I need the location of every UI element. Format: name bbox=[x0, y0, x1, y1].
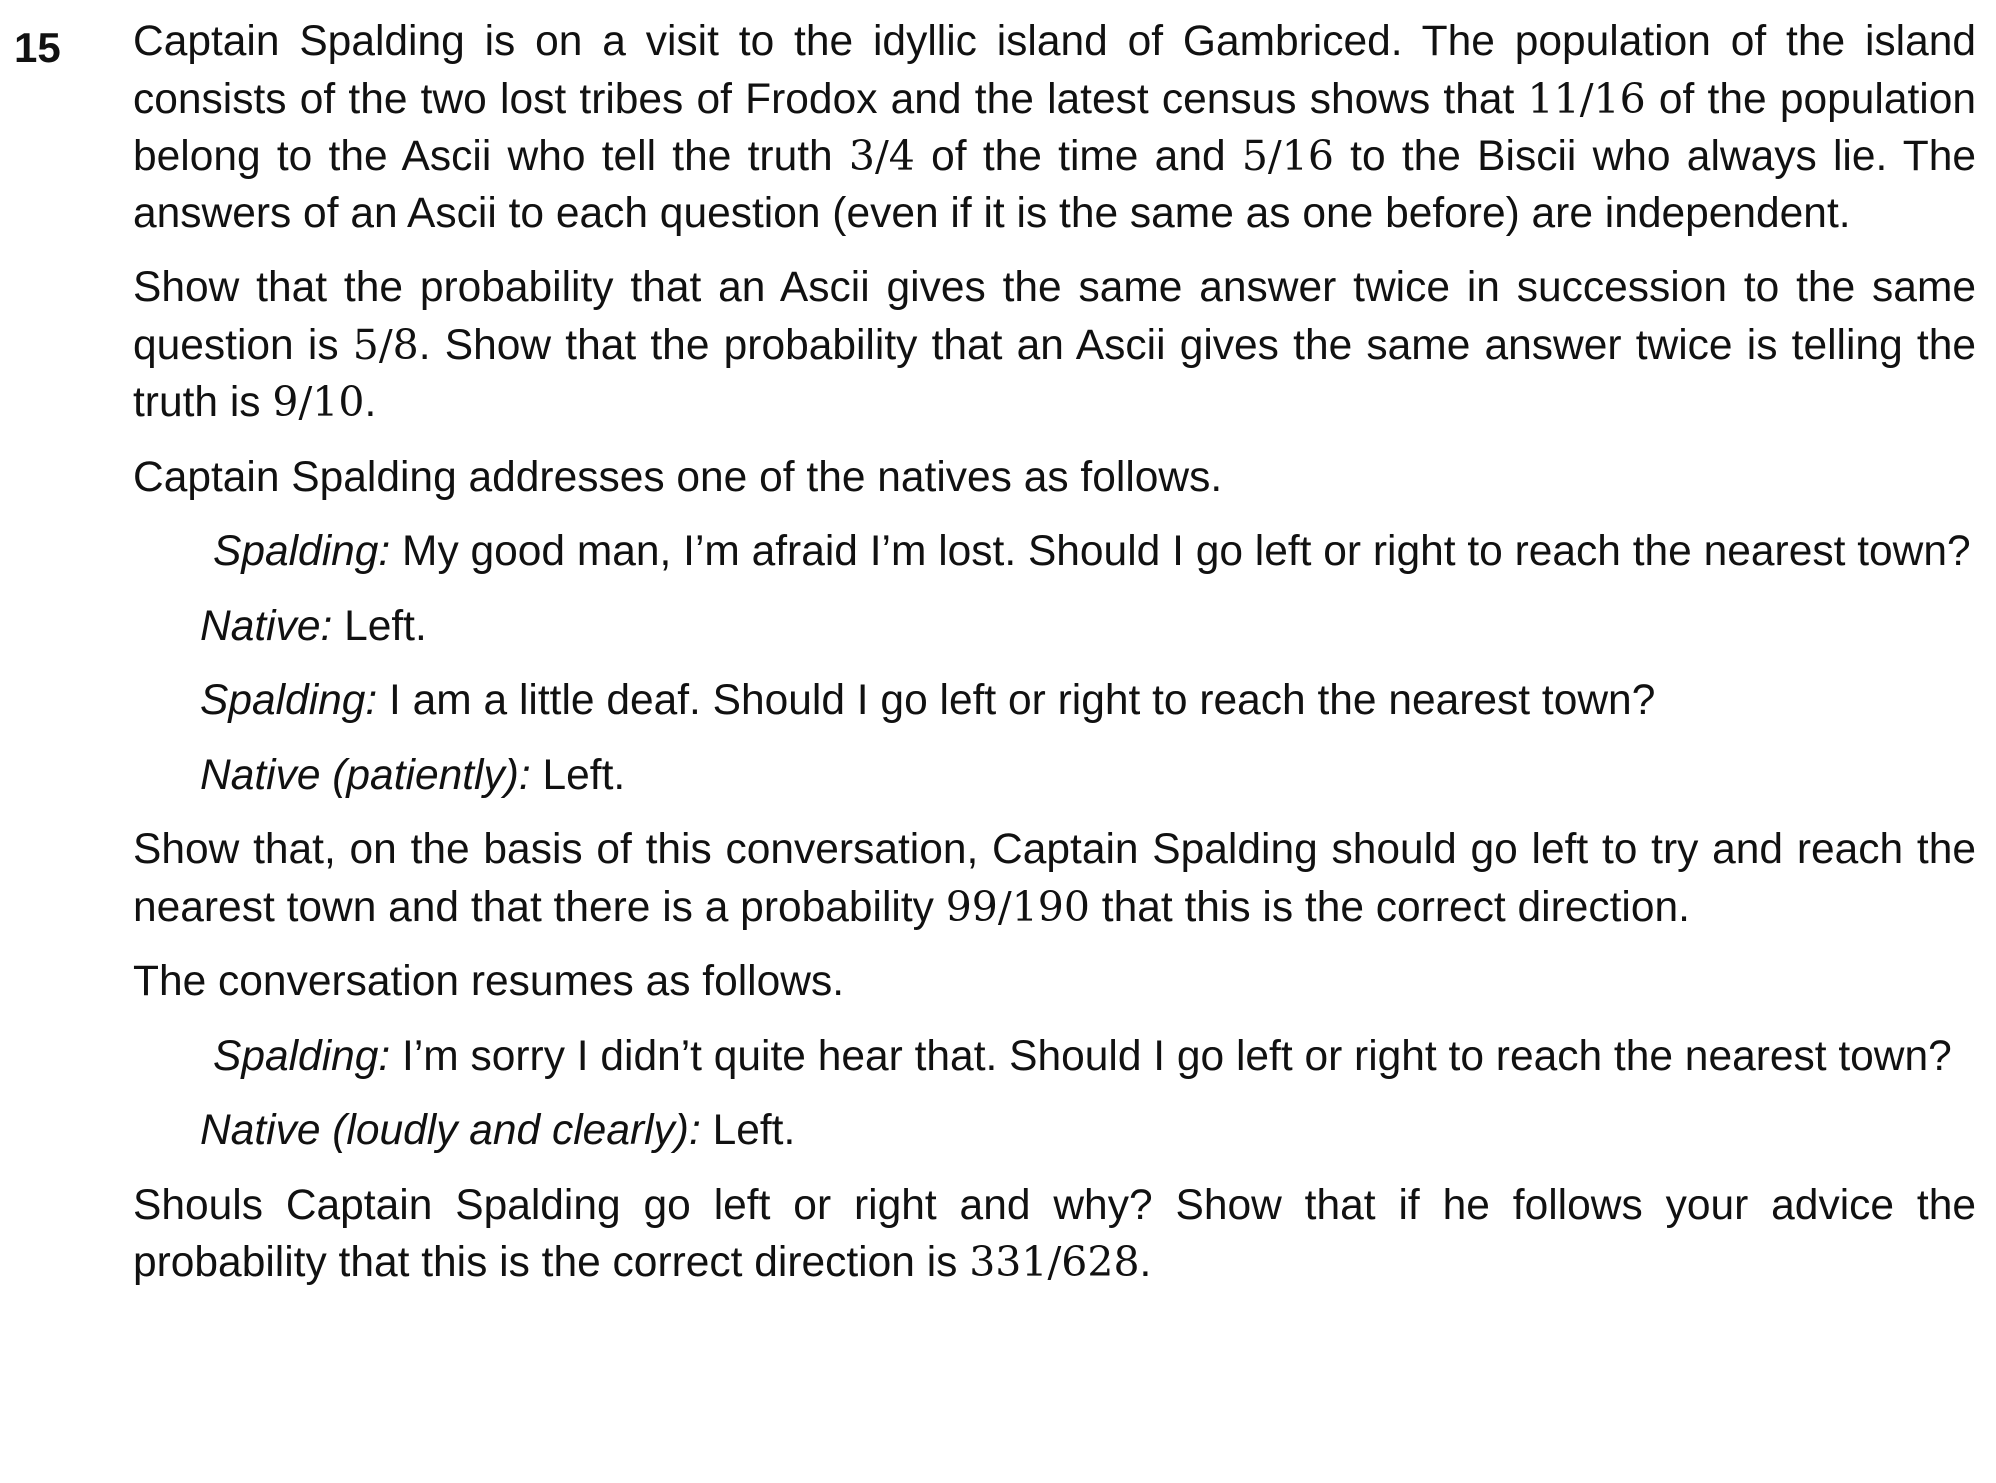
fraction-ascii-share: 11/16 bbox=[1527, 74, 1646, 123]
conversation-resume: The conversation resumes as follows. bbox=[133, 958, 845, 1005]
fraction-truth-given-same: 9/10 bbox=[272, 378, 365, 426]
dialogue-native-1: Native: Left. bbox=[200, 602, 427, 650]
fraction-truth-rate: 3/4 bbox=[848, 132, 915, 180]
speaker-label: Native (patiently): bbox=[200, 751, 531, 799]
dialogue-native-3: Native (loudly and clearly): Left. bbox=[200, 1107, 796, 1154]
speaker-label: Native: bbox=[200, 602, 333, 650]
speaker-label: Spalding: bbox=[213, 1032, 391, 1080]
intro-paragraph: Captain Spalding is on a visit to the idyllic island of Gambriced. The population of the island consists of the two lost tribes of Frodox and the latest census shows that 11/16 of the population belong to the Ascii who tell the truth 3/4 of the time and 5/16 to the Biscii who always lie. The answers of an Ascii to each question (even if it is the same as one before) are independent. bbox=[133, 18, 1976, 237]
conversation-intro: Captain Spalding addresses one of the natives as follows. bbox=[133, 453, 1223, 501]
fraction-final-probability: 331/628 bbox=[969, 1238, 1140, 1286]
speaker-label: Spalding: bbox=[200, 677, 378, 724]
question-number: 15 bbox=[14, 24, 61, 71]
show-paragraph-2: Show that, on the basis of this conversation, Captain Spalding should go left to try and reach the nearest town and that there is a probability 99/190 that this is the correct direction. bbox=[133, 826, 1976, 931]
dialogue-spalding-3: Spalding: I’m sorry I didn’t quite hear that. Should I go left or right to reach the nearest town? bbox=[213, 1032, 1952, 1080]
fraction-same-answer: 5/8 bbox=[352, 320, 419, 369]
dialogue-spalding-2: Spalding: I am a little deaf. Should I go left or right to reach the nearest town? bbox=[200, 677, 1656, 724]
dialogue-spalding-1: Spalding: My good man, I’m afraid I’m lost. Should I go left or right to reach the nearest town? bbox=[213, 528, 1971, 575]
fraction-left-correct: 99/190 bbox=[945, 882, 1090, 931]
final-question-paragraph: Shouls Captain Spalding go left or right and why? Show that if he follows your advice the probability that this is the correct direction is 331/628. bbox=[133, 1181, 1976, 1286]
dialogue-native-2: Native (patiently): Left. bbox=[200, 751, 626, 799]
fraction-biscii-share: 5/16 bbox=[1241, 132, 1334, 180]
speaker-label: Spalding: bbox=[213, 528, 391, 575]
show-paragraph-1: Show that the probability that an Ascii gives the same answer twice in succession to the same question is 5/8. Show that the probability that an Ascii gives the same answer twice is telling the truth is 9/10. bbox=[133, 264, 1976, 426]
speaker-label: Native (loudly and clearly): bbox=[200, 1107, 701, 1154]
